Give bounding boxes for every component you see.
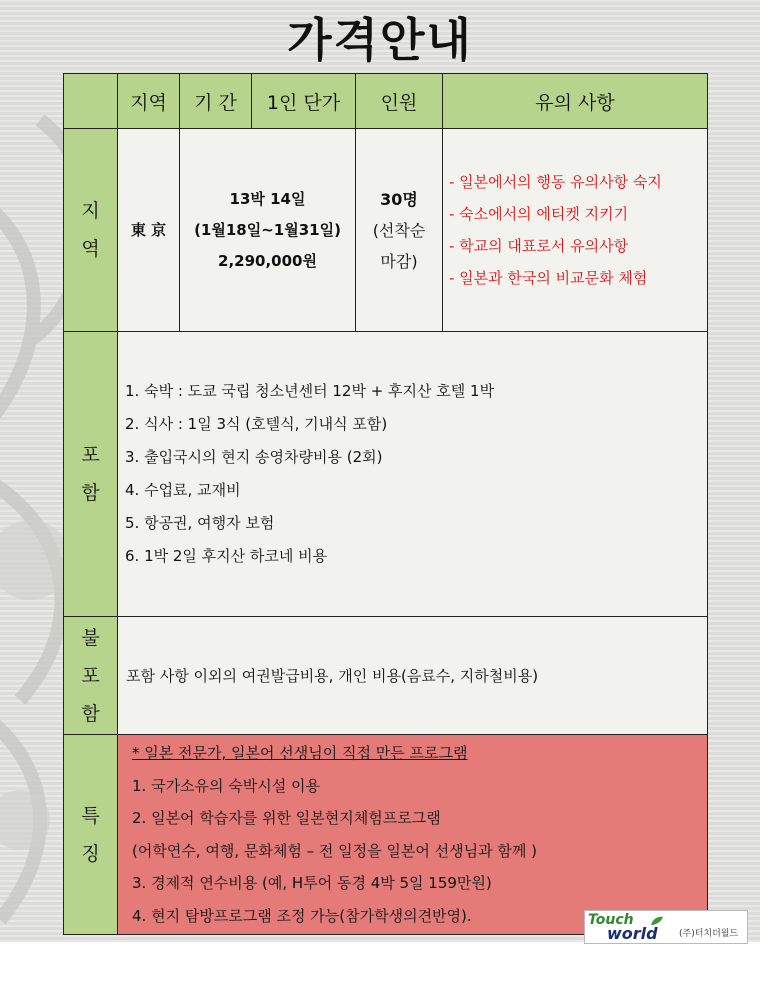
features-heading: * 일본 전문가, 일본어 선생님이 직접 만든 프로그램 bbox=[132, 744, 468, 762]
feature-item: 1. 국가소유의 숙박시설 이용 bbox=[132, 776, 321, 795]
people-cell bbox=[356, 129, 443, 332]
region-row-label: 지 역 bbox=[64, 129, 118, 332]
region-row bbox=[64, 129, 708, 332]
note-item: - 학교의 대표로서 유의사항 bbox=[449, 237, 629, 255]
table-header-row bbox=[64, 74, 708, 129]
excluded-text: 포함 사항 이외의 여권발급비용, 개인 비용(음료수, 지하철비용) bbox=[118, 617, 708, 735]
excluded-row bbox=[64, 617, 708, 735]
feature-item: (어학연수, 여행, 문화체험 – 전 일정을 일본어 선생님과 함께 ) bbox=[132, 841, 537, 860]
feature-item: 3. 경제적 연수비용 (예, H투어 동경 4박 5일 159만원) bbox=[132, 874, 492, 892]
included-row bbox=[64, 332, 708, 617]
logo-company-name: (주)터치더월드 bbox=[679, 929, 739, 939]
people-note-1: (선착순 bbox=[372, 220, 426, 240]
header-period: 기 간 bbox=[180, 74, 252, 129]
people-count: 30명 bbox=[380, 189, 418, 209]
note-item: - 일본과 한국의 비교문화 체험 bbox=[449, 269, 648, 287]
logo-touch-text: Touch bbox=[588, 912, 634, 928]
included-cell bbox=[118, 332, 708, 617]
note-item: - 일본에서의 행동 유의사항 숙지 bbox=[449, 173, 662, 191]
region-value: 東 京 bbox=[118, 129, 180, 332]
header-notes: 유의 사항 bbox=[443, 74, 708, 129]
excluded-row-label: 불 포 함 bbox=[64, 617, 118, 735]
header-people: 인원 bbox=[356, 74, 443, 129]
included-item: 2. 식사 : 1일 3식 (호텔식, 기내식 포함) bbox=[125, 415, 388, 433]
feature-item: 4. 현지 탐방프로그램 조정 가능(참가학생의견반영). bbox=[132, 906, 472, 925]
people-note-2: 마감) bbox=[380, 251, 418, 271]
header-price: 1인 단가 bbox=[252, 74, 356, 129]
included-row-label: 포 함 bbox=[64, 332, 118, 617]
company-logo bbox=[584, 910, 748, 944]
period-nights: 13박 14일 bbox=[229, 189, 306, 208]
header-blank bbox=[64, 74, 118, 129]
included-item: 1. 숙박 : 도쿄 국립 청소년센터 12박 + 후지산 호텔 1박 bbox=[125, 382, 495, 400]
included-item: 5. 항공권, 여행자 보험 bbox=[125, 514, 275, 532]
note-item: - 숙소에서의 에티켓 지키기 bbox=[449, 205, 629, 223]
features-cell bbox=[118, 735, 708, 935]
price-value: 2,290,000원 bbox=[218, 251, 317, 270]
period-dates: (1월18일~1월31일) bbox=[194, 220, 341, 239]
included-item: 6. 1박 2일 후지산 하코네 비용 bbox=[125, 547, 328, 565]
feature-item: 2. 일본어 학습자를 위한 일본현지체험프로그램 bbox=[132, 809, 441, 827]
notes-cell bbox=[443, 129, 708, 332]
price-table bbox=[63, 73, 708, 935]
features-row-label: 특 징 bbox=[64, 735, 118, 935]
logo-world-text: world bbox=[607, 924, 658, 943]
features-row bbox=[64, 735, 708, 935]
included-item: 3. 출입국시의 현지 송영차량비용 (2회) bbox=[125, 448, 383, 466]
period-price-cell bbox=[180, 129, 356, 332]
included-item: 4. 수업료, 교재비 bbox=[125, 481, 241, 499]
header-region: 지역 bbox=[118, 74, 180, 129]
page-title: 가격안내 bbox=[287, 13, 473, 67]
